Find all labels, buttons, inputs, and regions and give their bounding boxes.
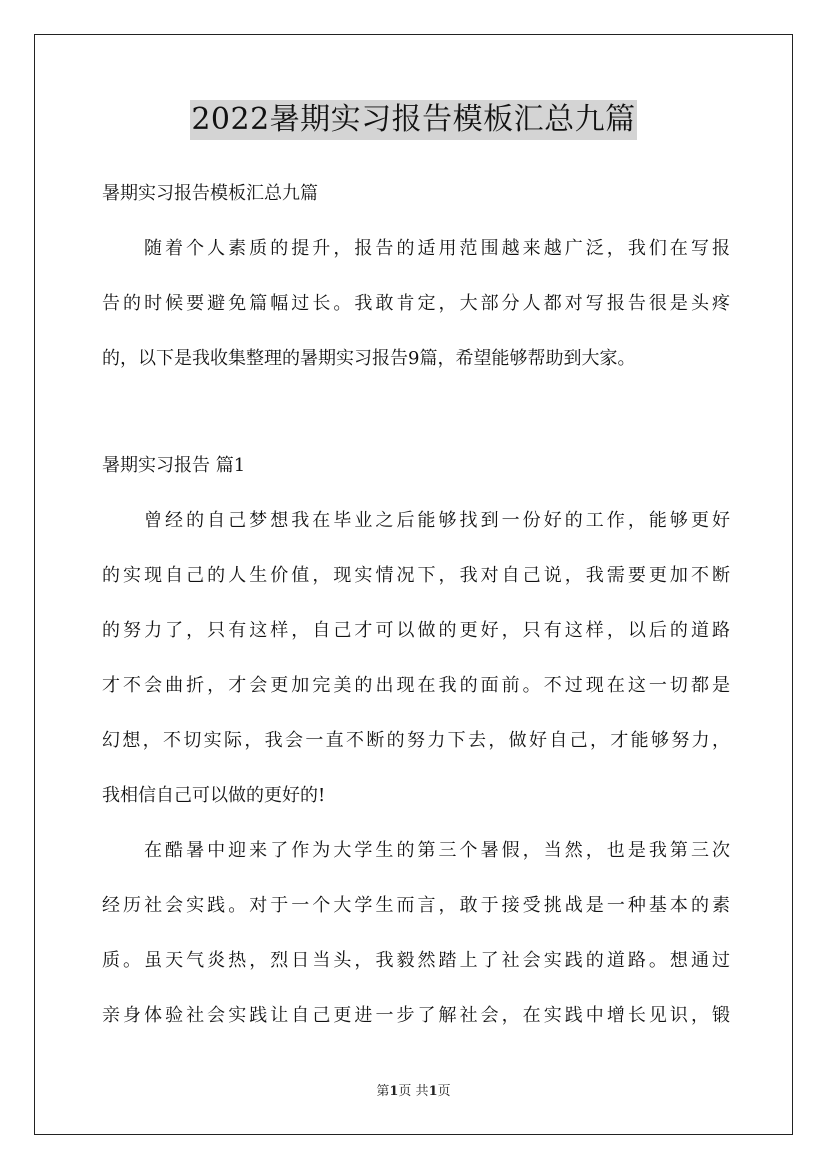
- page-mid: 页 共: [398, 1084, 429, 1099]
- section-gap: [102, 386, 730, 438]
- paragraph-line: 曾经的自己梦想我在毕业之后能够找到一份好的工作，能够更好: [144, 510, 730, 531]
- paragraph-line: 的努力了，只有这样，自己才可以做的更好，只有这样，以后的道路: [102, 620, 730, 641]
- paragraph-line: 我相信自己可以做的更好的!: [102, 785, 326, 806]
- page-suffix: 页: [437, 1084, 451, 1099]
- page-footer: [0, 1083, 827, 1101]
- section-heading: 暑期实习报告 篇1: [102, 455, 246, 476]
- page-prefix: 第: [376, 1084, 390, 1099]
- paragraph-line: 经历社会实践。对于一个大学生而言，敢于接受挑战是一种基本的素: [102, 895, 730, 916]
- document-title: 2022暑期实习报告模板汇总九篇: [190, 100, 636, 140]
- paragraph-line: 亲身体验社会实践让自己更进一步了解社会，在实践中增长见识，锻: [102, 1005, 730, 1026]
- paragraph-line: 的实现自己的人生价值，现实情况下，我对自己说，我需要更加不断: [102, 565, 730, 586]
- paragraph-line: 质。虽天气炎热，烈日当头，我毅然踏上了社会实践的道路。想通过: [102, 950, 730, 971]
- paragraph-line: 才不会曲折，才会更加完美的出现在我的面前。不过现在这一切都是: [102, 675, 730, 696]
- intro-line: 随着个人素质的提升，报告的适用范围越来越广泛，我们在写报: [144, 238, 730, 259]
- intro-line: 的，以下是我收集整理的暑期实习报告9篇，希望能够帮助到大家。: [102, 348, 636, 369]
- intro-line: 告的时候要避免篇幅过长。我敢肯定，大部分人都对写报告很是头疼: [102, 293, 730, 314]
- paragraph-line: 幻想，不切实际，我会一直不断的努力下去，做好自己，才能够努力，: [102, 730, 730, 751]
- document-body: [102, 166, 730, 1043]
- document-subtitle: 暑期实习报告模板汇总九篇: [102, 183, 318, 204]
- page-total: 1: [428, 1084, 438, 1099]
- page-current: 1: [389, 1084, 399, 1099]
- title-container: [0, 100, 827, 140]
- paragraph-line: 在酷暑中迎来了作为大学生的第三个暑假，当然，也是我第三次: [144, 840, 730, 861]
